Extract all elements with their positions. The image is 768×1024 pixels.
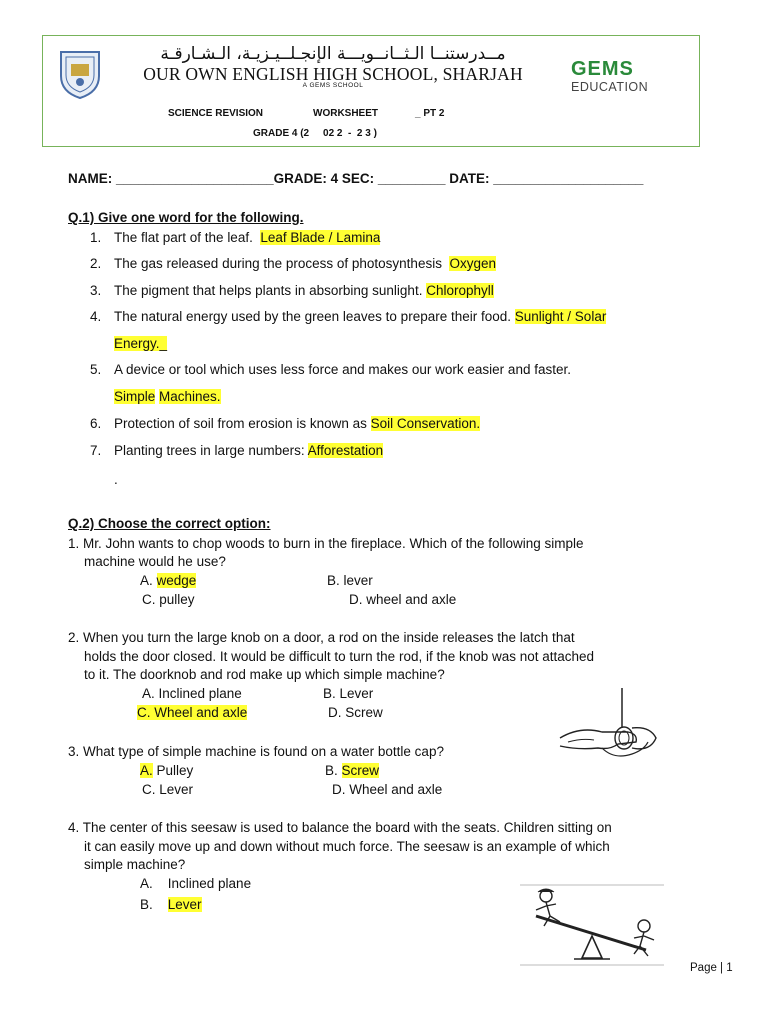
q1-item-5-question: A device or tool which uses less force and makes our work easier and faster. <box>114 362 571 377</box>
q1-item-5 <box>0 362 768 382</box>
q2-1-line-1: 1. Mr. John wants to chop woods to burn in the fireplace. Which of the following simple <box>68 536 584 551</box>
q1-item-2-question: The gas released during the process of photosynthesis <box>114 256 450 271</box>
q1-heading: Q.1) Give one word for the following. <box>68 210 304 225</box>
q1-item-1-num: 1. <box>90 230 102 245</box>
q1-item-3 <box>0 283 768 303</box>
q2-1-line-2: machine would he use? <box>84 554 226 569</box>
q1-item-3-text <box>114 283 494 298</box>
q1-item-7-question: Planting trees in large numbers: <box>114 443 308 458</box>
school-name: OUR OWN ENGLISH HIGH SCHOOL, SHARJAH <box>143 64 523 84</box>
q2-1-option-b: B. lever <box>327 573 373 588</box>
q1-item-1-text <box>114 230 380 245</box>
q2-2-line-2: holds the door closed. It would be difficult to turn the rod, if the knob was not attached <box>84 649 595 664</box>
q2-2-option-a: A. Inclined plane <box>142 686 242 701</box>
q2-2-option-c <box>137 705 247 720</box>
q1-item-4-answer: Sunlight / Solar <box>514 309 607 324</box>
q2-3-option-a-label: A. <box>140 763 153 778</box>
q1-item-5-num: 5. <box>90 362 102 377</box>
q2-1-option-a-label: A. <box>140 573 157 588</box>
q1-item-4 <box>0 309 768 329</box>
gems-logo <box>571 58 634 81</box>
q1-item-5-answer-row <box>0 389 768 409</box>
q2-2-option-c-answer: C. Wheel and axle <box>137 705 248 720</box>
q1-item-7-answer: Afforestation <box>307 443 384 458</box>
q2-3-option-b-label: B. <box>325 763 342 778</box>
q1-item-6-text <box>114 416 480 431</box>
q1-item-4-num: 4. <box>90 309 102 324</box>
q2-3-option-a-text: Pulley <box>152 763 194 778</box>
q1-item-4-answer-cont: Energy._ <box>114 336 168 351</box>
q1-trailing-dot: . <box>114 472 118 487</box>
q1-item-7-text <box>114 443 383 458</box>
q1-item-3-num: 3. <box>90 283 102 298</box>
q1-item-2 <box>0 256 768 276</box>
q1-item-4-question: The natural energy used by the green leaves to prepare their food. <box>114 309 515 324</box>
q2-2-option-b: B. Lever <box>323 686 374 701</box>
q2-4-line-2: it can easily move up and down without much force. The seesaw is an example of which <box>84 839 610 854</box>
q1-item-5-answer-a: Simple <box>114 389 156 404</box>
page-number: Page | 1 <box>690 962 733 974</box>
q2-1-option-a <box>140 573 196 588</box>
school-subtitle: A GEMS SCHOOL <box>302 82 364 89</box>
q1-item-5-answer-text <box>114 389 221 404</box>
school-crest-icon <box>57 48 103 100</box>
q2-2-line-1: 2. When you turn the large knob on a door, a rod on the inside releases the latch that <box>68 630 575 645</box>
grade-year: GRADE 4 (2 02 2 - 2 3 ) <box>253 128 377 139</box>
q2-1-option-d: D. wheel and axle <box>349 592 457 607</box>
header-box <box>42 35 700 147</box>
q2-2-line-3: to it. The doorknob and rod make up which simple machine? <box>84 667 445 682</box>
q2-1-option-c: C. pulley <box>142 592 195 607</box>
q2-2-option-d: D. Screw <box>328 705 383 720</box>
ws-pt: _ PT 2 <box>415 108 445 119</box>
q2-4-option-a: A. Inclined plane <box>140 876 252 891</box>
q2-4-line-1: 4. The center of this seesaw is used to balance the board with the seats. Children sitting on <box>68 820 612 835</box>
q1-item-4-text <box>114 309 606 324</box>
q1-item-2-text <box>114 256 496 271</box>
q2-3-option-c: C. Lever <box>142 782 194 797</box>
q1-item-6-answer: Soil Conservation. <box>370 416 481 431</box>
gems-education-text: EDUCATION <box>571 80 649 94</box>
ws-worksheet: WORKSHEET <box>313 108 378 119</box>
q1-item-1 <box>0 230 768 250</box>
q1-item-3-answer: Chlorophyll <box>426 283 494 298</box>
q1-item-7-num: 7. <box>90 443 102 458</box>
q2-heading: Q.2) Choose the correct option: <box>68 516 271 531</box>
q2-4-option-b <box>140 897 202 912</box>
q1-item-2-answer: Oxygen <box>449 256 496 271</box>
q1-item-7 <box>0 443 768 463</box>
q1-item-6-num: 6. <box>90 416 102 431</box>
arabic-school-name: مــدرستنــا الـثــانــويـــة الإنجـلــيـزيـة، الـشـارقـة <box>160 44 506 64</box>
q2-4-option-b-label: B. <box>140 897 168 912</box>
q1-item-1-question: The flat part of the leaf. <box>114 230 261 245</box>
ws-science-revision: SCIENCE REVISION <box>168 108 264 119</box>
q2-3-option-a <box>140 763 193 778</box>
seesaw-image <box>516 882 666 968</box>
student-info-line: NAME: _____________________GRADE: 4 SEC: _________ DATE: ____________________ <box>68 171 644 186</box>
q1-item-4-cont-text <box>114 336 167 351</box>
q1-item-6-question: Protection of soil from erosion is known as <box>114 416 371 431</box>
q2-1-option-a-answer: wedge <box>156 573 197 588</box>
q1-item-4-cont <box>0 336 768 356</box>
q2-4-option-b-answer: Lever <box>167 897 202 912</box>
q1-item-2-num: 2. <box>90 256 102 271</box>
q1-item-5-answer-b: Machines. <box>159 389 221 404</box>
doorknob-hand-image <box>558 688 668 770</box>
q2-3-option-b-answer: Screw <box>341 763 380 778</box>
q1-item-6 <box>0 416 768 436</box>
q2-3-option-d: D. Wheel and axle <box>332 782 443 797</box>
q2-4-line-3: simple machine? <box>84 857 186 872</box>
q1-item-1-answer: Leaf Blade / Lamina <box>260 230 381 245</box>
q2-3-line-1: 3. What type of simple machine is found on a water bottle cap? <box>68 744 444 759</box>
q1-item-3-question: The pigment that helps plants in absorbing sunlight. <box>114 283 427 298</box>
gems-logo-text: GEMS <box>571 58 634 80</box>
q2-3-option-b <box>325 763 379 778</box>
